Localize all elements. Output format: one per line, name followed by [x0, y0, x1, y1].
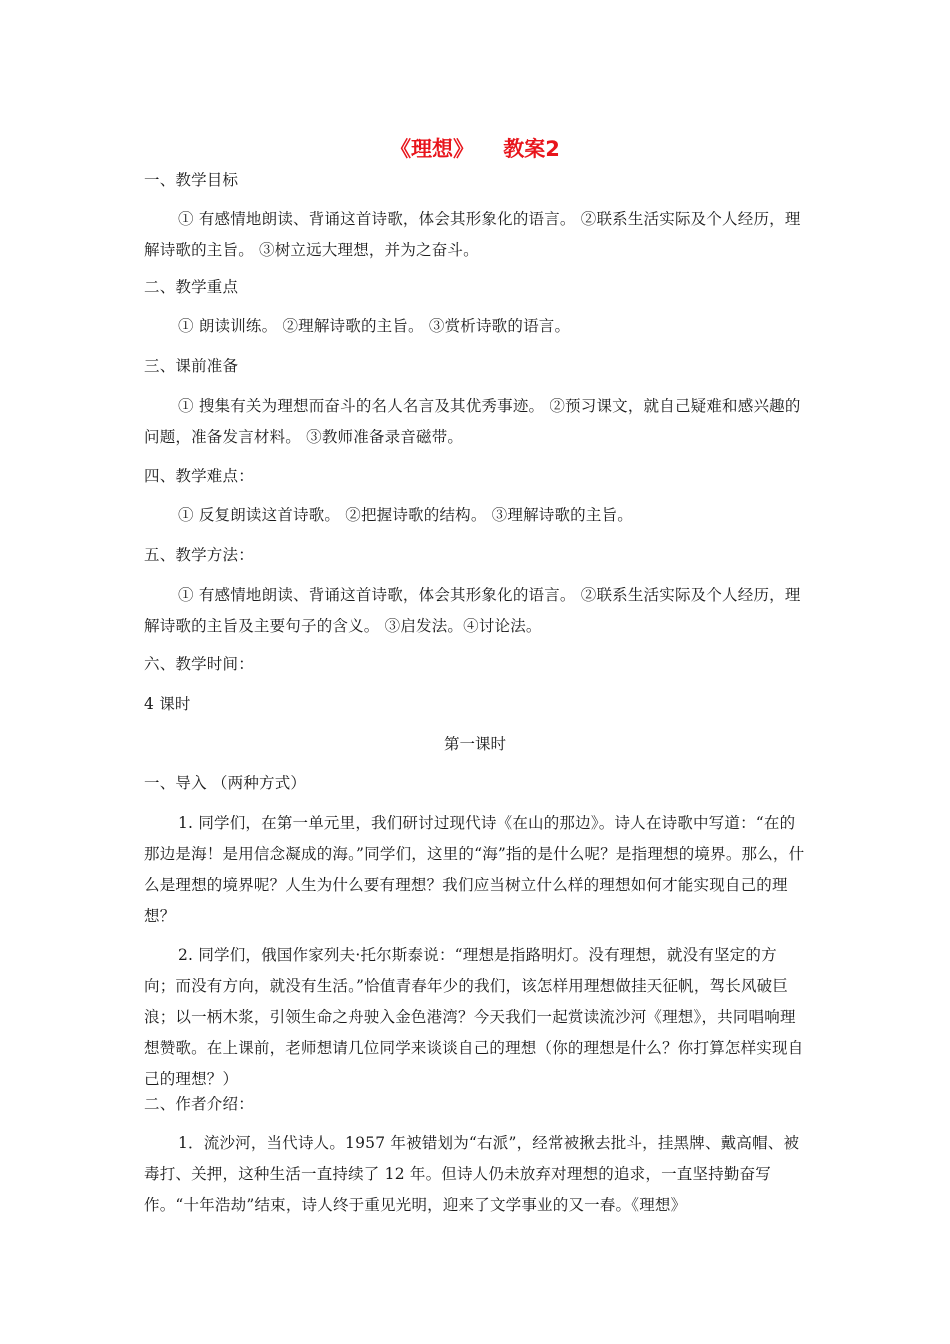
section-body-preparation: ① 搜集有关为理想而奋斗的名人名言及其优秀事迹。 ②预习课文，就自己疑难和感兴趣的问题，准备发言材料。 ③教师准备录音磁带。 — [144, 397, 801, 446]
section-heading-methods: 五、教学方法： — [144, 546, 254, 564]
author-paragraph-1: 1．流沙河，当代诗人。1957 年被错划为“右派”，经常被揪去批斗，挂黑牌、戴高帽、被毒打、关押，这种生活一直持续了 12 年。但诗人仍未放弃对理想的追求，一直坚持勤奋写作。“十年浩劫”结束，诗人终于重见光明，迎来了文学事业的又一春。《理想》 — [144, 1134, 800, 1214]
section-heading-preparation: 三、课前准备 — [144, 357, 239, 375]
intro-paragraph-1: 1. 同学们，在第一单元里，我们研讨过现代诗《在山的那边》。诗人在诗歌中写道：“在的那边是海！是用信念凝成的海。”同学们，这里的“海”指的是什么呢？是指理想的境界。那么，什么是理想的境界呢？人生为什么要有理想？我们应当树立什么样的理想如何才能实现自己的理想？ — [144, 814, 805, 925]
lesson-heading: 第一课时 — [443, 735, 506, 753]
section-body-time: 4 课时 — [144, 695, 191, 713]
section-body-methods: ① 有感情地朗读、背诵这首诗歌，体会其形象化的语言。 ②联系生活实际及个人经历，理解诗歌的主旨及主要句子的含义。 ③启发法。④讨论法。 — [144, 586, 801, 635]
section-body-difficulties: ① 反复朗读这首诗歌。 ②把握诗歌的结构。 ③理解诗歌的主旨。 — [178, 506, 633, 524]
document-title: 《理想》 教案2 — [390, 137, 560, 161]
section-heading-difficulties: 四、教学难点： — [144, 467, 254, 485]
intro-paragraph-2: 2. 同学们，俄国作家列夫·托尔斯泰说：“理想是指路明灯。没有理想，就没有坚定的方向；而没有方向，就没有生活。”恰值青春年少的我们，该怎样用理想做挂天征帆，驾长风破巨浪；以一柄木浆，引领生命之舟驶入金色港湾？今天我们一起赏读流沙河《理想》，共同唱响理想赞歌。在上课前，老师想请几位同学来谈谈自己的理想（你的理想是什么？你打算怎样实现自己的理想？） — [144, 946, 804, 1088]
section-heading-time: 六、教学时间： — [144, 655, 254, 673]
section-body-objectives: ① 有感情地朗读、背诵这首诗歌，体会其形象化的语言。 ②联系生活实际及个人经历，理解诗歌的主旨。 ③树立远大理想，并为之奋斗。 — [144, 210, 801, 259]
section-heading-key-points: 二、教学重点 — [144, 278, 239, 296]
intro-heading: 一、导入 （两种方式） — [144, 774, 307, 792]
section-body-key-points: ① 朗读训练。 ②理解诗歌的主旨。 ③赏析诗歌的语言。 — [178, 317, 571, 335]
section-heading-objectives: 一、教学目标 — [144, 171, 239, 189]
author-heading: 二、作者介绍： — [144, 1095, 254, 1113]
